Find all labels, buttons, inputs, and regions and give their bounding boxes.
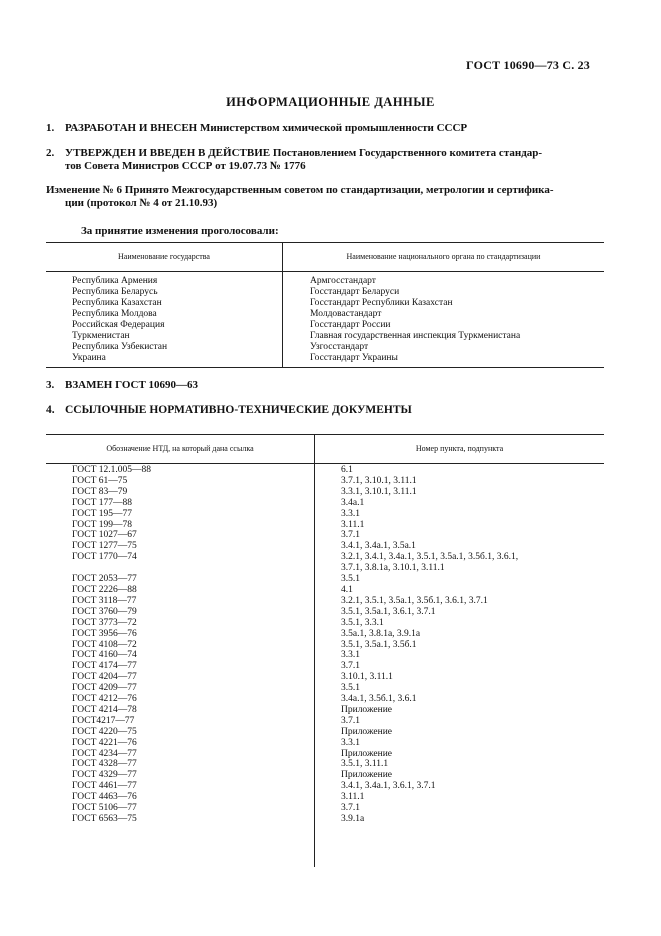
- vote-table-body-cell: Главная государственная инспекция Туркменистана: [310, 331, 521, 341]
- reference-table-clause-cell: 3.3.1: [341, 650, 360, 661]
- section-title: ИНФОРМАЦИОННЫЕ ДАННЫЕ: [226, 95, 435, 109]
- item-1-number: 1.: [46, 122, 55, 134]
- reference-table-document-cell: ГОСТ 6563—75: [72, 814, 137, 824]
- reference-table-document-cell: ГОСТ 4212—76: [72, 694, 137, 705]
- vote-table-body-cell: Госстандарт Республики Казахстан: [310, 298, 453, 308]
- reference-table-document-cell: ГОСТ 4174—77: [72, 661, 137, 672]
- reference-table-document-cell: ГОСТ 177—88: [72, 497, 132, 508]
- reference-table-clause-cell: 3.11.1: [341, 792, 365, 803]
- reference-table-document-cell: ГОСТ 61—75: [72, 475, 128, 486]
- reference-table-document-cell: ГОСТ 5106—77: [72, 803, 137, 814]
- reference-table-clause-cell: 3.5.1: [341, 683, 360, 694]
- reference-table-clause-cell: 3.4.1, 3.4а.1, 3.6.1, 3.7.1: [341, 781, 436, 792]
- item-1: [46, 122, 586, 135]
- reference-table: [46, 434, 604, 867]
- reference-table-clause-cell: Приложение: [341, 726, 392, 737]
- reference-table-clause-cell: 4.1: [341, 584, 353, 595]
- reference-table-document-cell: ГОСТ 1027—67: [72, 530, 137, 541]
- amendment-line-1: Изменение № 6 Принято Межгосударственным советом по стандартизации, метрологии и сертифика-: [46, 184, 554, 196]
- reference-table-document-cell: ГОСТ 1277—75: [72, 541, 137, 552]
- reference-table-clause-cell: 3.5.1, 3.5а.1, 3.5б.1: [341, 639, 417, 650]
- item-3: [46, 379, 586, 392]
- voted-label: За принятие изменения проголосовали:: [81, 225, 279, 237]
- reference-table-document-cell: ГОСТ 4328—77: [72, 759, 137, 770]
- amendment-line-2: ции (протокол № 4 от 21.10.93): [65, 197, 218, 209]
- reference-table-clause-cell: 3.7.1: [341, 661, 360, 672]
- item-4: [46, 404, 586, 417]
- reference-table-clause-cell: Приложение: [341, 770, 392, 781]
- reference-table-divider: [314, 463, 315, 867]
- vote-table: [46, 242, 604, 368]
- vote-table-divider: [282, 271, 283, 367]
- reference-table-document-cell: ГОСТ 4234—77: [72, 748, 137, 759]
- reference-table-clause-cell: 3.7.1: [341, 715, 360, 726]
- reference-table-document-cell: ГОСТ 1770—74: [72, 552, 137, 563]
- reference-table-clause-cell: 3.5.1, 3.5а.1, 3.6.1, 3.7.1: [341, 606, 436, 617]
- reference-table-column-documents: [72, 465, 151, 825]
- reference-table-clause-cell: 3.9.1а: [341, 814, 365, 824]
- reference-table-clause-cell: 3.3.1: [341, 508, 360, 519]
- vote-table-body-cell: Госстандарт Беларуси: [310, 287, 400, 297]
- reference-table-clause-cell: 3.3.1: [341, 737, 360, 748]
- reference-table-document-cell: ГОСТ 3956—76: [72, 628, 137, 639]
- reference-table-clause-cell: 3.5.1: [341, 574, 360, 585]
- reference-table-document-cell: ГОСТ 2053—77: [72, 574, 137, 585]
- vote-table-state-cell: Туркменистан: [72, 331, 130, 341]
- vote-table-state-cell: Российская Федерация: [72, 320, 165, 330]
- reference-table-clause-cell: 3.4а.1: [341, 497, 365, 508]
- vote-table-body-cell: Госстандарт России: [310, 320, 391, 330]
- reference-table-clause-cell: 3.5.1, 3.3.1: [341, 617, 384, 628]
- reference-table-document-cell: ГОСТ 3118—77: [72, 595, 137, 606]
- reference-table-document-cell: ГОСТ 4329—77: [72, 770, 137, 781]
- reference-table-clause-cell: 3.4а.1, 3.5б.1, 3.6.1: [341, 694, 417, 705]
- vote-table-state-cell: Республика Узбекистан: [72, 342, 168, 352]
- vote-table-state-cell: Республика Армения: [72, 276, 158, 286]
- page-header-reference: ГОСТ 10690—73 С. 23: [466, 58, 590, 72]
- reference-table-clause-cell: 3.4.1, 3.4а.1, 3.5а.1: [341, 541, 416, 552]
- reference-table-document-cell: ГОСТ 4214—78: [72, 704, 137, 715]
- reference-table-document-cell: ГОСТ 3773—72: [72, 617, 137, 628]
- item-3-text: ВЗАМЕН ГОСТ 10690—63: [65, 379, 199, 391]
- item-3-number: 3.: [46, 379, 55, 391]
- vote-table-body-cell: Армгосстандарт: [310, 276, 376, 286]
- reference-table-clause-cell: 6.1: [341, 465, 353, 475]
- vote-table-state-cell: Республика Казахстан: [72, 298, 162, 308]
- reference-table-document-cell: ГОСТ 83—79: [72, 486, 128, 497]
- vote-table-state-cell: Республика Молдова: [72, 309, 157, 319]
- reference-table-clause-cell: 3.5а.1, 3.8.1а, 3.9.1а: [341, 628, 421, 639]
- item-4-text: ССЫЛОЧНЫЕ НОРМАТИВНО-ТЕХНИЧЕСКИЕ ДОКУМЕНТЫ: [65, 404, 412, 416]
- item-4-number: 4.: [46, 404, 55, 416]
- reference-table-header-clause: Номер пункта, подпункта: [315, 435, 604, 464]
- reference-table-clause-cell: 3.10.1, 3.11.1: [341, 672, 393, 683]
- vote-table-header-state: Наименование государства: [46, 243, 283, 272]
- reference-table-document-cell: ГОСТ 4220—75: [72, 726, 137, 737]
- item-2-number: 2.: [46, 147, 55, 159]
- vote-table-column-states: [72, 276, 167, 364]
- reference-table-document-cell: ГОСТ 3760—79: [72, 606, 137, 617]
- reference-table-document-cell: ГОСТ 4463—76: [72, 792, 137, 803]
- vote-table-header-body: Наименование национального органа по стандартизации: [283, 243, 604, 272]
- item-2-line-1: УТВЕРЖДЕН И ВВЕДЕН В ДЕЙСТВИЕ Постановлением Государственного комитета стандар-: [65, 147, 543, 159]
- reference-table-document-cell: ГОСТ 2226—88: [72, 584, 137, 595]
- reference-table-document-spacer: [72, 563, 151, 574]
- reference-table-document-cell: ГОСТ 4108—72: [72, 639, 137, 650]
- reference-table-clause-cell-continuation: 3.7.1, 3.8.1а, 3.10.1, 3.11.1: [341, 563, 445, 574]
- reference-table-document-cell: ГОСТ 195—77: [72, 508, 132, 519]
- reference-table-header-document: Обозначение НТД, на который дана ссылка: [46, 435, 315, 464]
- reference-table-clause-cell: 3.7.1: [341, 803, 360, 814]
- reference-table-document-cell: ГОСТ 4204—77: [72, 672, 137, 683]
- vote-table-body-cell: Госстандарт Украины: [310, 353, 398, 363]
- reference-table-clause-cell: 3.2.1, 3.4.1, 3.4а.1, 3.5.1, 3.5а.1, 3.5б.1, 3.6.1,: [341, 552, 519, 563]
- reference-table-document-cell: ГОСТ 12.1.005—88: [72, 465, 151, 475]
- amendment-note: [46, 184, 591, 210]
- reference-table-clause-cell: 3.7.1, 3.10.1, 3.11.1: [341, 475, 417, 486]
- reference-table-clause-cell: 3.5.1, 3.11.1: [341, 759, 389, 770]
- reference-table-clause-cell: 3.3.1, 3.10.1, 3.11.1: [341, 486, 417, 497]
- reference-table-document-cell: ГОСТ 4221—76: [72, 737, 137, 748]
- vote-table-body-cell: Молдовастандарт: [310, 309, 382, 319]
- reference-table-clause-cell: Приложение: [341, 748, 392, 759]
- item-2-line-2: тов Совета Министров СССР от 19.07.73 № 1776: [65, 160, 306, 172]
- vote-table-state-cell: Украина: [72, 353, 106, 363]
- reference-table-column-clauses: [341, 465, 601, 825]
- item-2: [46, 147, 586, 173]
- reference-table-document-cell: ГОСТ 4160—74: [72, 650, 137, 661]
- vote-table-state-cell: Республика Беларусь: [72, 287, 158, 297]
- reference-table-document-cell: ГОСТ 4461—77: [72, 781, 137, 792]
- vote-table-column-bodies: [310, 276, 520, 364]
- vote-table-body-cell: Узгосстандарт: [310, 342, 369, 352]
- reference-table-clause-cell: 3.11.1: [341, 519, 365, 530]
- reference-table-document-cell: ГОСТ 199—78: [72, 519, 132, 530]
- reference-table-document-cell: ГОСТ 4209—77: [72, 683, 137, 694]
- reference-table-clause-cell: 3.2.1, 3.5.1, 3.5а.1, 3.5б.1, 3.6.1, 3.7.1: [341, 595, 488, 606]
- item-1-text: РАЗРАБОТАН И ВНЕСЕН Министерством химической промышленности СССР: [65, 122, 468, 134]
- reference-table-document-cell: ГОСТ4217—77: [72, 715, 135, 726]
- reference-table-clause-cell: 3.7.1: [341, 530, 360, 541]
- reference-table-clause-cell: Приложение: [341, 704, 392, 715]
